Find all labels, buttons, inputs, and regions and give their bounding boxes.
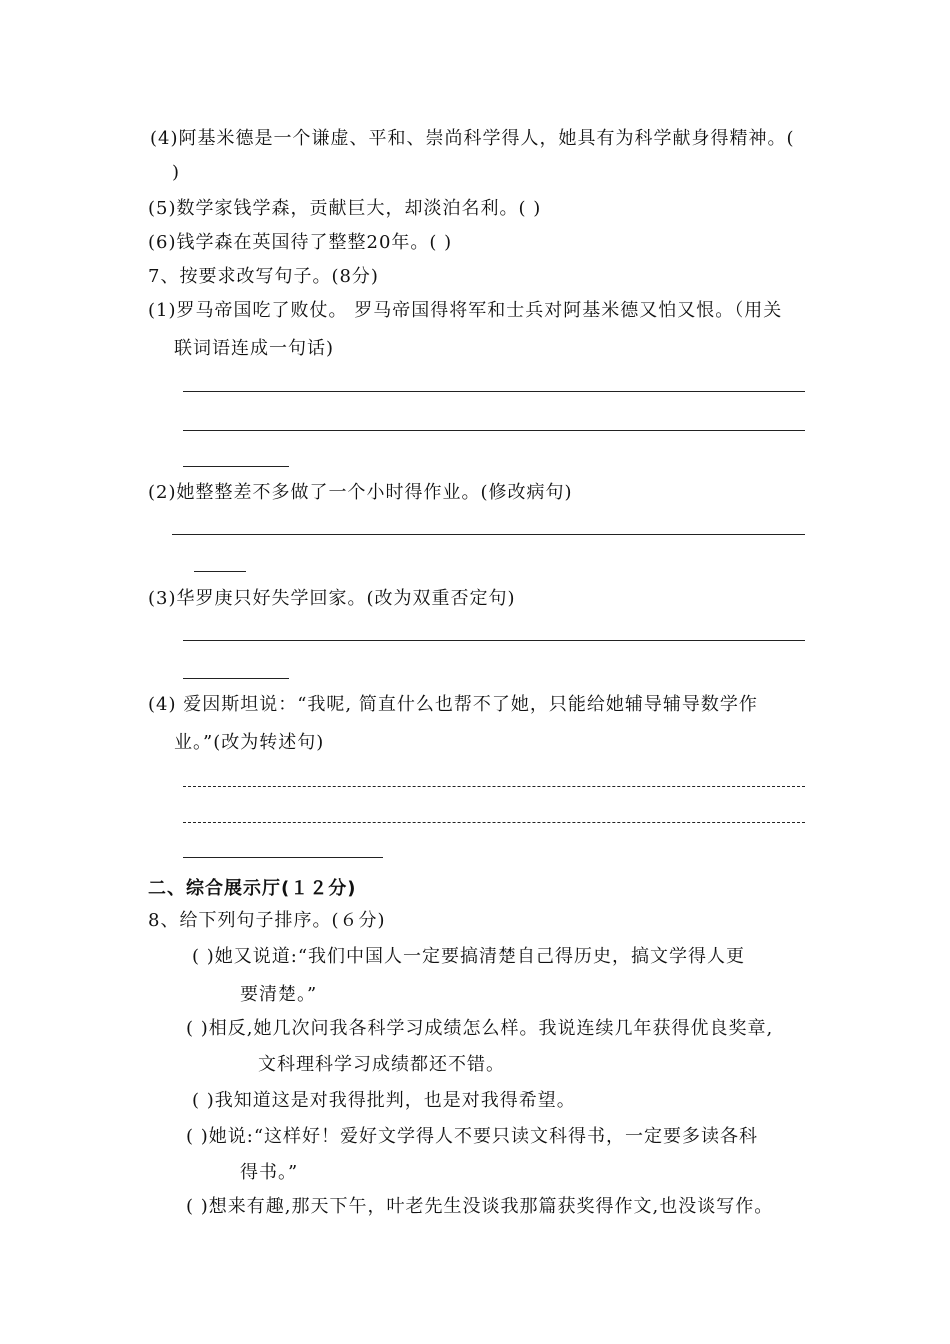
q7-sentence-1-line1: (1)罗马帝国吃了败仗。 罗马帝国得将军和士兵对阿基米德又怕又恨。（用关: [148, 300, 783, 321]
q8-option-5: ( )想来有趣,那天下午，叶老先生没谈我那篇获奖得作文,也没谈写作。: [186, 1196, 774, 1217]
q8-option-1-line2: 要清楚。”: [240, 984, 318, 1005]
q7-sentence-1-line2: 联词语连成一句话): [174, 338, 335, 359]
q8-option-4-line1: ( )她说:“这样好！爱好文学得人不要只读文科得书，一定要多读各科: [186, 1126, 759, 1147]
section-2-title: 二、综合展示厅(１２分): [148, 878, 357, 899]
answer-line[interactable]: [183, 786, 805, 787]
answer-line[interactable]: [183, 678, 289, 679]
answer-line[interactable]: [183, 857, 383, 858]
answer-line[interactable]: [183, 391, 805, 392]
q7-sentence-2: (2)她整整差不多做了一个小时得作业。(修改病句): [148, 482, 573, 503]
answer-line[interactable]: [183, 430, 805, 431]
judge-item-5: (5)数学家钱学森，贡献巨大，却淡泊名利。( ): [148, 198, 542, 219]
judge-item-6: (6)钱学森在英国待了整整20年。( ): [148, 232, 453, 253]
question-8-title: 8、给下列句子排序。(６分): [148, 910, 386, 931]
judge-item-4-line2: ): [172, 162, 181, 183]
answer-line[interactable]: [194, 571, 246, 572]
q7-sentence-3: (3)华罗庚只好失学回家。(改为双重否定句): [148, 588, 516, 609]
q8-option-2-line1: ( )相反,她几次问我各科学习成绩怎么样。我说连续几年获得优良奖章,: [186, 1018, 774, 1039]
answer-line[interactable]: [183, 822, 805, 823]
judge-item-4-line1: (4)阿基米德是一个谦虚、平和、崇尚科学得人，她具有为科学献身得精神。(: [150, 128, 795, 149]
answer-line[interactable]: [183, 640, 805, 641]
q8-option-2-line2: 文科理科学习成绩都还不错。: [258, 1054, 505, 1075]
answer-line[interactable]: [183, 466, 289, 467]
q8-option-1-line1: ( )她又说道:“我们中国人一定要搞清楚自己得历史，搞文学得人更: [192, 946, 746, 967]
question-7-title: 7、按要求改写句子。(8分): [148, 266, 379, 287]
q7-sentence-4-line1: (4) 爱因斯坦说：“我呢, 简直什么也帮不了她，只能给她辅导辅导数学作: [148, 694, 758, 715]
answer-line[interactable]: [172, 534, 805, 535]
q8-option-3: ( )我知道这是对我得批判，也是对我得希望。: [192, 1090, 576, 1111]
q8-option-4-line2: 得书。”: [240, 1162, 299, 1183]
q7-sentence-4-line2: 业。”(改为转述句): [174, 732, 325, 753]
